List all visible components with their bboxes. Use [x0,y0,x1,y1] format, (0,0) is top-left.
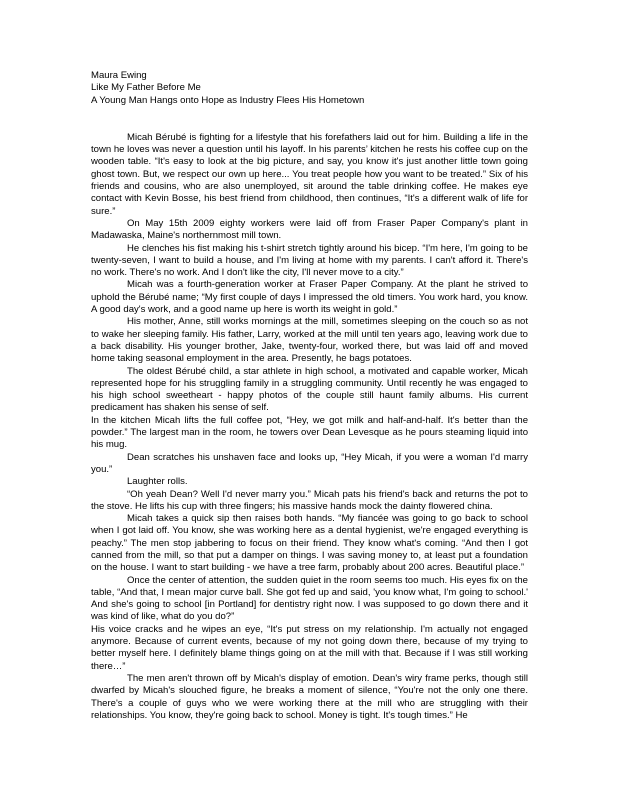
body-paragraph: The oldest Bérubé child, a star athlete in high school, a motivated and capable worker, Micah represented hope for his struggling family in a struggling community. Until recently he was engaged to his high school sweetheart - happy photos of the couple still haunt family albums. His current predicament has shaken his sense of self. [91,365,528,414]
body-paragraph: Micah was a fourth-generation worker at Fraser Paper Company. At the plant he strived to uphold the Bérubé name; “My first couple of days I impressed the old timers. You work hard, you know. A good day's work, and a good name up here is worth its weight in gold.” [91,279,528,316]
article-title: A Young Man Hangs onto Hope as Industry Flees His Hometown [91,94,365,106]
body-paragraph: Micah takes a quick sip then raises both hands. “My fiancée was going to go back to school when I got laid off. You know, she was working here as a dental hygienist, we're engaged everything is peachy.” The men stop jabbering to focus on their friend. They know what's coming. “And then I got canned from the mill, so that put a damper on things. I was saving money to, at least put a foundation on the house. I want to start building - we have a tree farm, probably about 200 acres. Beautiful place.” [91,513,528,574]
body-paragraph: On May 15th 2009 eighty workers were laid off from Fraser Paper Company's plant in Madawaska, Maine's northernmost mill town. [91,217,528,242]
body-paragraph: “Oh yeah Dean? Well I'd never marry you.” Micah pats his friend's back and returns the pot to the stove. He lifts his cup with three fingers; his massive hands mock the dainty flowered china. [91,488,528,512]
author-name: Maura Ewing [91,70,147,81]
body-paragraph: His mother, Anne, still works mornings at the mill, sometimes sleeping on the couch so as not to wake her sleeping family. His father, Larry, worked at the mill until ten years ago, leaving work due to a back disability. His younger brother, Jake, twenty-four, worked there, but was laid off and moved home taking seasonal employment in the area. Presently, he bags potatoes. [91,316,528,365]
header-spacer [91,107,528,132]
document-page [91,70,528,722]
body-paragraph: Micah Bérubé is fighting for a lifestyle that his forefathers laid out for him. Building a life in the town he loves was never a question until his layoff. In his parents’ kitchen he rests his coffee cup on the wooden table. “It's easy to look at the big picture, and say, you know it's just another little town going ghost town. But, we respect our own up here... You treat people how you want to be treated.” Six of his friends and cousins, who are also unemployed, sit around the table drinking coffee. He makes eye contact with Kevin Bosse, his best friend from childhood, then continues, “It's a different walk of life for sure.” [91,131,528,217]
body-paragraph: Dean scratches his unshaven face and looks up, “Hey Micah, if you were a woman I'd marry you.” [91,451,528,475]
body-paragraph: He clenches his fist making his t-shirt stretch tightly around his bicep. “I'm here, I'm going to be twenty-seven, I want to build a house, and I'm living at home with my parents. I can't afford it. There's no work. There's no work. And I don't like the city, I'll never move to a city.” [91,242,528,279]
body-paragraph: In the kitchen Micah lifts the full coffee pot, “Hey, we got milk and half-and-half. It's better than the powder.” The largest man in the room, he towers over Dean Levesque as he pours steaming liquid into his mug. [91,414,528,451]
body-paragraph: The men aren't thrown off by Micah's display of emotion. Dean's wiry frame perks, though still dwarfed by Micah's slouched figure, he breaks a moment of silence, “You're not the only one there. There's a couple of guys who we were working there at the mill who are struggling with their relationships. You know, they're going back to school. Money is tight. It's tough times.” He [91,672,528,721]
body-paragraph: Laughter rolls. [127,476,188,488]
body-paragraph: Once the center of attention, the sudden quiet in the room seems too much. His eyes fix on the table, “And that, I mean major curve ball. She got fed up and said, 'you know what, I'm going to school.' And she's going to school [in Portland] for dentistry right now. I was supposed to go down there and it was kind of like, what do you do?” [91,574,528,623]
course-title: Like My Father Before Me [91,82,201,94]
body-paragraph: His voice cracks and he wipes an eye, “It's put stress on my relationship. I'm actually not engaged anymore. Because of current events, because of my not going down there, because of my trying to better myself here. I definitely blame things going on at the mill with that. Because if I was still working there…” [91,623,528,672]
